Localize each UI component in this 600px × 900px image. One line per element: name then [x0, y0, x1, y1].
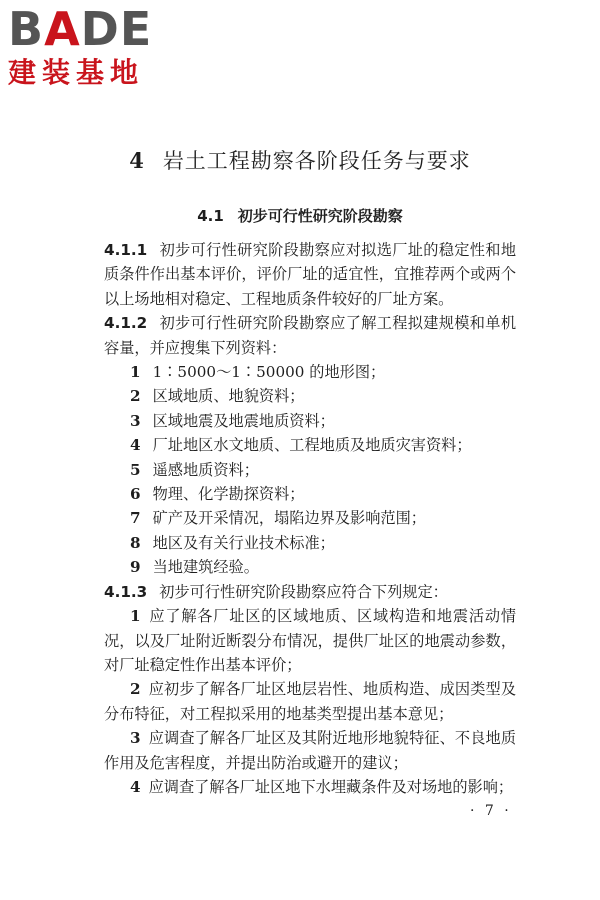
clause-text: 初步可行性研究阶段勘察应符合下列规定：: [159, 582, 448, 601]
clause-text: 初步可行性研究阶段勘察应了解工程拟建规模和单机容量，并应搜集下列资料：: [104, 314, 516, 357]
list-item: 2 应初步了解各厂址区地层岩性、地质构造、成因类型及分布特征，对工程拟采用的地基类型提出基本意见；: [104, 680, 516, 723]
bade-logo: [8, 4, 178, 90]
list-item: 3 应调查了解各厂址区及其附近地形地貌特征、不良地质作用及危害程度，并提出防治或避开的建议；: [104, 729, 516, 772]
chapter-number: 4: [129, 148, 145, 173]
clause-4-1-1: [104, 238, 516, 311]
section-heading: [0, 205, 600, 226]
logo-subtitle: 建装基地: [8, 56, 145, 89]
section-number: 4.1: [197, 207, 224, 225]
list-item: 9 当地建筑经验。: [130, 558, 259, 577]
page-number: · 7 ·: [470, 803, 512, 819]
clause-number: 4.1.3: [104, 582, 148, 601]
chapter-heading: [0, 145, 600, 175]
logo-wordmark: BADE: [8, 2, 153, 56]
clause-text: 初步可行性研究阶段勘察应对拟选厂址的稳定性和地质条件作出基本评价，评价厂址的适宜性，宜推荐两个或两个以上场地相对稳定、工程地质条件较好的厂址方案。: [104, 241, 516, 308]
list-item: 1 应了解各厂址区的区域地质、区域构造和地震活动情况，以及厂址附近断裂分布情况，提供厂址区的地震动参数，对厂址稳定性作出基本评价；: [104, 607, 516, 674]
list-item: 2 区域地质、地貌资料；: [130, 387, 305, 406]
clause-4-1-3: [104, 580, 516, 604]
list-item: 7 矿产及开采情况，塌陷边界及影响范围；: [130, 509, 426, 528]
clause-number: 4.1.2: [104, 314, 148, 333]
list-item: 6 物理、化学勘探资料；: [130, 485, 305, 504]
clause-number: 4.1.1: [104, 241, 148, 259]
chapter-title: 岩土工程勘察各阶段任务与要求: [162, 149, 471, 173]
list-item: 1 1∶5000～1∶50000 的地形图；: [130, 363, 386, 382]
clause-4-1-2: [104, 311, 516, 360]
list-item: 4 厂址地区水文地质、工程地质及地质灾害资料；: [130, 436, 472, 455]
list-item: 5 遥感地质资料；: [130, 460, 259, 479]
section-title: 初步可行性研究阶段勘察: [237, 207, 403, 225]
list-item: 4 应调查了解各厂址区地下水埋藏条件及对场地的影响；: [130, 777, 514, 796]
list-item: 8 地区及有关行业技术标准；: [130, 533, 335, 552]
document-body: [104, 238, 516, 799]
list-item: 3 区域地震及地震地质资料；: [130, 411, 335, 430]
